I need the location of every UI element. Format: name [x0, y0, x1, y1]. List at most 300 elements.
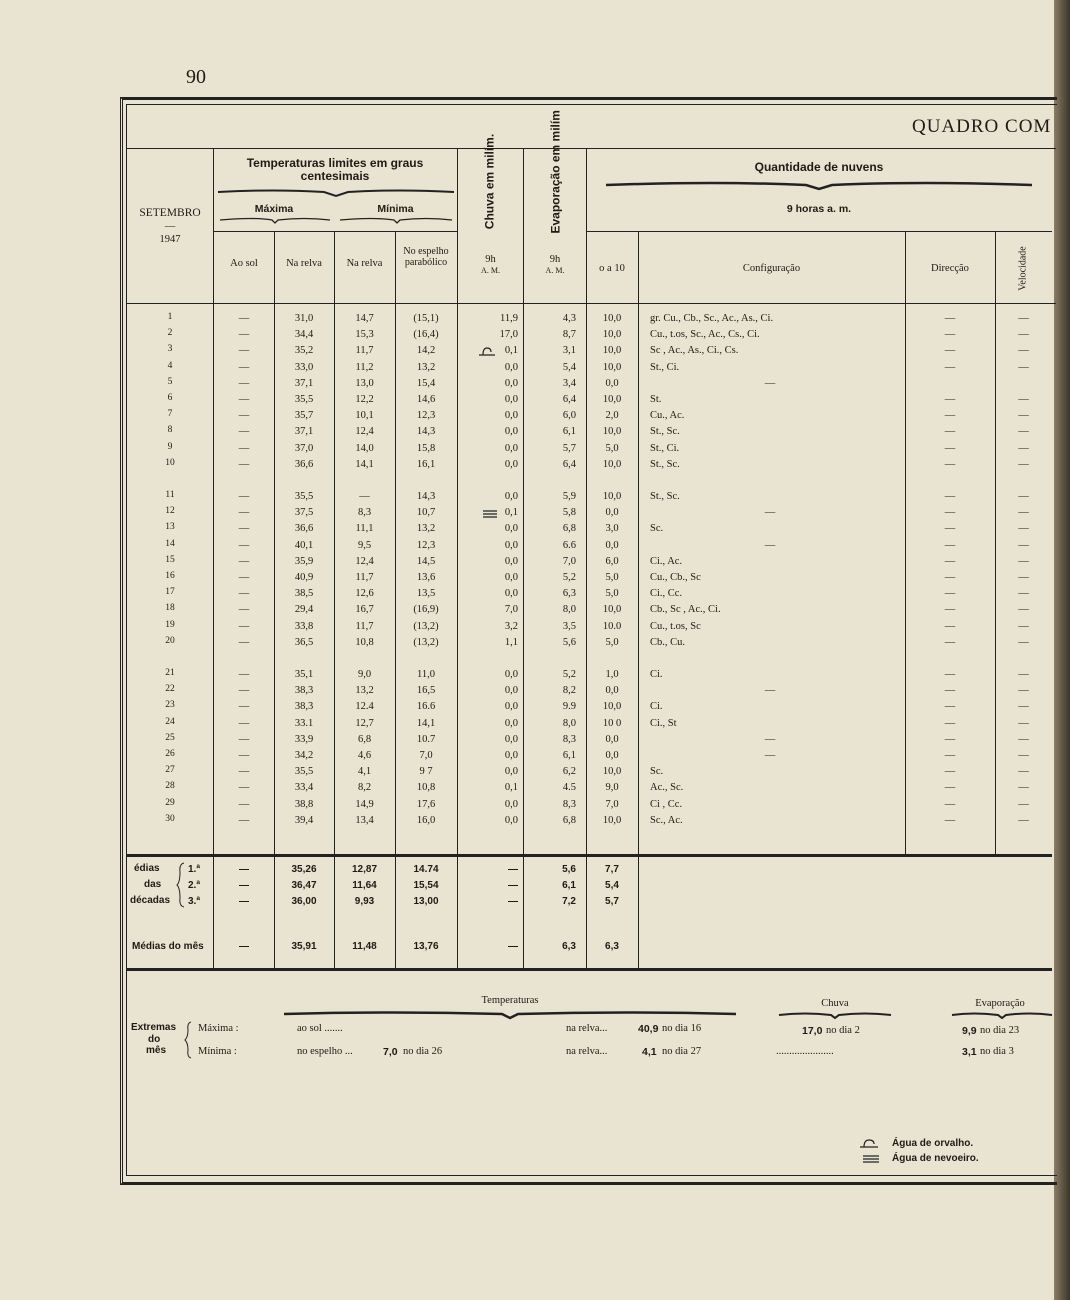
cell-configuracao: —: [764, 507, 776, 519]
cell-configuracao: Cb., Sc , Ac., Ci.: [650, 604, 721, 616]
cell-direccao: —: [944, 750, 956, 761]
cell-day: 12: [165, 506, 175, 517]
cell-relva-min: 9,0: [357, 669, 372, 680]
cell-velocidade: —: [1018, 750, 1029, 761]
cell-configuracao: St., Sc.: [650, 458, 680, 470]
extremes-chuva-header: Chuva: [821, 998, 849, 1009]
cell-chuva: 7,0: [504, 604, 518, 616]
cell-relva-max: 33.1: [294, 717, 314, 729]
cell-velocidade: —: [1018, 523, 1029, 535]
temp-group-header: Temperaturas limites em graus centesimais: [246, 156, 424, 183]
cell-configuracao: Cu., t.os, Sc., Ac., Cs., Ci.: [650, 329, 760, 341]
cell-relva-min: 16,7: [355, 604, 374, 616]
cell-espelho: 16.6: [416, 701, 436, 713]
cell-evaporacao: 8,3: [562, 798, 576, 810]
cell-direccao: —: [944, 588, 956, 600]
cell-nuvens: 10,0: [602, 766, 622, 778]
cell-relva-min: 12,4: [355, 426, 374, 438]
extremes-evap-min-day: no dia 3: [980, 1046, 1014, 1057]
cell-velocidade: —: [1018, 442, 1029, 454]
cell-espelho: 16,1: [416, 458, 436, 470]
cell-evaporacao: 5,8: [562, 507, 576, 519]
cell-direccao: —: [944, 329, 956, 341]
cell-evaporacao: 6,3: [562, 588, 576, 600]
cell-velocidade: —: [1018, 669, 1029, 680]
cell-chuva: 0,0: [504, 717, 518, 729]
cell-espelho: 14,3: [416, 491, 436, 502]
cell-espelho: 16,5: [416, 685, 436, 697]
cell-chuva: 0,0: [504, 669, 518, 680]
cell-configuracao: —: [764, 733, 776, 745]
header-top-rule: [126, 148, 1056, 149]
decade-cell-evaporacao: 5,6: [562, 864, 576, 875]
cell-configuracao: —: [764, 377, 776, 389]
cell-relva-min: 14,0: [355, 442, 374, 454]
cell-relva-min: 11,7: [355, 620, 374, 632]
cell-chuva: 11,9: [500, 313, 518, 324]
cell-velocidade: —: [1018, 313, 1029, 324]
summary-bottom-rule: [126, 968, 1052, 971]
extremes-relva-min-label: na relva...: [566, 1046, 608, 1057]
cell-relva-min: 13,2: [355, 685, 374, 697]
col-line: [638, 231, 639, 968]
cell-espelho: 7,0: [419, 750, 433, 761]
evap-am: A. M.: [545, 266, 565, 275]
configuracao-header: Configuração: [742, 263, 801, 274]
temp-group-brace: [214, 186, 458, 198]
cell-nuvens: 5,0: [605, 636, 619, 648]
cell-configuracao: Cu., Cb., Sc: [650, 572, 701, 583]
cell-relva-max: 39,4: [294, 814, 314, 826]
cell-ao-sol: —: [238, 394, 250, 405]
extremes-label-3: mês: [146, 1045, 167, 1056]
cell-configuracao: —: [764, 685, 776, 697]
decade-cell-chuva: —: [508, 896, 518, 907]
cell-day: 24: [165, 716, 175, 727]
cell-day: 8: [167, 425, 173, 436]
cell-day: 21: [165, 668, 175, 678]
cell-nuvens: 10,0: [602, 491, 622, 502]
cell-day: 22: [165, 684, 175, 695]
cell-espelho: 14,5: [416, 555, 436, 567]
cell-nuvens: 10,0: [602, 394, 622, 405]
decade-cell-relva-min: 9,93: [354, 896, 375, 907]
month-avg-cell-nuvens: 6,3: [605, 941, 619, 952]
cell-espelho: 12,3: [416, 539, 436, 551]
cell-velocidade: —: [1018, 636, 1029, 648]
cell-velocidade: —: [1018, 572, 1029, 583]
cell-velocidade: —: [1018, 410, 1029, 422]
decade-cell-evaporacao: 6,1: [562, 880, 576, 891]
cell-configuracao: St., Ci.: [650, 361, 680, 373]
cell-nuvens: 5,0: [605, 442, 619, 454]
cell-espelho: 13,6: [416, 572, 436, 583]
cell-relva-min: —: [359, 491, 370, 502]
dew-symbol-icon: [858, 1137, 880, 1149]
cell-chuva: 0,0: [504, 701, 518, 713]
cell-relva-min: 10,8: [355, 636, 374, 648]
cell-velocidade: —: [1018, 507, 1029, 519]
cell-relva-max: 36,5: [294, 636, 314, 648]
cell-ao-sol: —: [238, 361, 250, 373]
cell-day: 19: [165, 619, 175, 630]
cell-evaporacao: 8,3: [562, 733, 576, 745]
cell-direccao: —: [944, 717, 956, 729]
legend-fog: Água de nevoeiro.: [892, 1153, 979, 1164]
cell-ao-sol: —: [238, 313, 250, 324]
cell-evaporacao: 4,3: [562, 313, 576, 324]
cell-ao-sol: —: [238, 345, 250, 357]
cell-relva-max: 35,2: [294, 345, 314, 357]
cell-ao-sol: —: [238, 750, 250, 761]
direccao-header: Direcção: [931, 263, 969, 274]
chuva-9h: 9h: [485, 254, 496, 265]
decade-cell-ao-sol: —: [239, 880, 249, 891]
cell-chuva: 0,0: [504, 798, 518, 810]
cell-espelho: 14,6: [416, 394, 436, 405]
cell-relva-min: 12,2: [355, 394, 374, 405]
cell-espelho: 10,7: [416, 507, 436, 519]
cell-chuva: 0,0: [504, 750, 518, 761]
extremes-maxima-label: Máxima :: [198, 1023, 239, 1034]
cell-direccao: —: [944, 620, 956, 632]
cell-direccao: —: [944, 345, 956, 357]
cell-nuvens: 10,0: [602, 361, 622, 373]
extremes-espelho-day: no dia 26: [403, 1046, 443, 1057]
cell-nuvens: 7,0: [605, 798, 619, 810]
extremes-chuva-min: ......................: [776, 1046, 834, 1057]
cell-direccao: —: [944, 636, 956, 648]
cell-direccao: —: [944, 539, 956, 551]
cell-relva-min: 12,4: [355, 555, 374, 567]
chuva-am: A. M.: [481, 266, 500, 275]
cell-day: 14: [165, 538, 175, 549]
cell-direccao: —: [944, 410, 956, 422]
cell-velocidade: —: [1018, 345, 1029, 357]
cell-velocidade: —: [1018, 458, 1029, 470]
cell-relva-min: 11,7: [355, 345, 374, 357]
cell-espelho: 13,2: [416, 523, 436, 535]
cell-relva-min: 11,1: [355, 523, 374, 535]
cell-ao-sol: —: [238, 766, 250, 778]
cell-chuva: 0,0: [504, 766, 518, 778]
cell-ao-sol: —: [238, 685, 250, 697]
cell-relva-max: 37,5: [294, 507, 314, 519]
cell-relva-min: 14,7: [355, 313, 374, 324]
cell-relva-max: 36,6: [294, 458, 314, 470]
cell-day: 30: [165, 813, 175, 824]
temp-sub-braces: [214, 215, 458, 225]
cell-nuvens: 0,0: [605, 377, 619, 389]
cell-evaporacao: 5,9: [562, 491, 576, 502]
cell-relva-max: 37,0: [294, 442, 314, 454]
extremes-temp-header: Temperaturas: [481, 995, 539, 1006]
cell-espelho: 15,4: [416, 377, 436, 389]
cell-relva-max: 34,2: [294, 750, 314, 761]
cell-evaporacao: 5,7: [562, 442, 576, 454]
cell-ao-sol: —: [238, 377, 250, 389]
extremes-relva-max-day: no dia 16: [662, 1023, 702, 1034]
cell-relva-max: 35,5: [294, 491, 314, 502]
cell-relva-max: 35,1: [294, 669, 314, 680]
cell-velocidade: —: [1018, 620, 1029, 632]
cell-velocidade: —: [1018, 604, 1029, 616]
cell-configuracao: Ci , Cc.: [650, 798, 683, 810]
fog-symbol-icon: [862, 1154, 880, 1164]
cell-relva-min: 12,7: [355, 717, 374, 729]
cell-day: 1: [167, 312, 173, 322]
cell-ao-sol: —: [238, 572, 250, 583]
cell-evaporacao: 6,4: [562, 394, 576, 405]
cell-relva-max: 33,9: [294, 733, 314, 745]
decades-label-2: das: [144, 879, 162, 890]
espelho-header: No espelho parabólico: [403, 246, 449, 268]
cell-evaporacao: 8,2: [562, 685, 576, 697]
cell-espelho: 17,6: [416, 798, 436, 810]
cell-velocidade: —: [1018, 701, 1029, 713]
cell-chuva: 0,0: [504, 458, 518, 470]
header-bottom-rule: [126, 303, 1056, 304]
cell-relva-min: 10,1: [355, 410, 374, 422]
cell-day: 17: [165, 587, 175, 598]
cell-configuracao: St., Ci.: [650, 442, 680, 454]
cell-relva-min: 12.4: [355, 701, 374, 713]
cell-relva-min: 4,1: [357, 766, 372, 778]
cell-evaporacao: 6.6: [562, 539, 576, 551]
cell-relva-max: 35,7: [294, 410, 314, 422]
cell-espelho: 13,5: [416, 588, 436, 600]
month-avg-cell-espelho: 13,76: [413, 941, 439, 952]
extremes-brace: [184, 1021, 194, 1059]
cell-configuracao: St.: [650, 394, 662, 405]
cell-evaporacao: 8,7: [562, 329, 576, 341]
cell-nuvens: 10,0: [602, 426, 622, 438]
extremes-evap-header: Evaporação: [975, 998, 1025, 1009]
cell-nuvens: 0,0: [605, 685, 619, 697]
extremes-evap-brace: [950, 1010, 1054, 1020]
cell-day: 23: [165, 700, 175, 711]
cell-evaporacao: 7,0: [562, 555, 576, 567]
cell-configuracao: Ci.: [650, 701, 663, 713]
cell-day: 11: [165, 490, 175, 500]
nuvens-header: Quantidade de nuvens: [754, 160, 884, 174]
cell-day: 26: [165, 749, 175, 759]
cell-direccao: —: [944, 361, 956, 373]
cell-chuva: 0,0: [504, 523, 518, 535]
cell-nuvens: 0,0: [605, 507, 619, 519]
cell-velocidade: —: [1018, 491, 1029, 502]
decade-cell-nuvens: 5,4: [605, 880, 619, 891]
cell-evaporacao: 8,0: [562, 604, 576, 616]
cell-direccao: —: [944, 523, 956, 535]
cell-nuvens: 10,0: [602, 814, 622, 826]
extremes-label-2: do: [148, 1034, 161, 1045]
daily-bottom-rule: [126, 854, 1052, 857]
cell-direccao: —: [944, 313, 956, 324]
month-avg-cell-relva-min: 11,48: [352, 941, 377, 952]
extremes-evap-max-day: no dia 23: [980, 1025, 1020, 1036]
cell-direccao: —: [944, 782, 956, 794]
cell-chuva: 0,0: [504, 361, 518, 373]
cell-relva-max: 35,5: [294, 394, 314, 405]
cell-espelho: 16,0: [416, 814, 436, 826]
cell-day: 4: [167, 360, 173, 371]
cell-chuva: 0,0: [504, 491, 518, 502]
cell-configuracao: Ci.: [650, 669, 663, 680]
cell-espelho: 14,3: [416, 426, 436, 438]
cell-chuva: 0,0: [504, 377, 518, 389]
cell-chuva: 0,0: [504, 588, 518, 600]
cell-relva-max: 37,1: [294, 377, 314, 389]
cell-configuracao: St., Sc.: [650, 426, 680, 438]
cell-ao-sol: —: [238, 717, 250, 729]
page-number: 90: [186, 66, 206, 88]
cell-nuvens: 6,0: [605, 555, 619, 567]
cell-ao-sol: —: [238, 329, 250, 341]
cell-velocidade: —: [1018, 717, 1029, 729]
cell-ao-sol: —: [238, 523, 250, 535]
decade-cell-chuva: —: [508, 864, 518, 875]
cell-direccao: —: [944, 669, 956, 680]
cell-ao-sol: —: [238, 507, 250, 519]
evaporacao-header: Evaporação em milím: [548, 110, 563, 234]
decade-cell-nuvens: 5,7: [605, 896, 619, 907]
decade-cell-chuva: —: [508, 880, 518, 891]
year-label: 1947: [159, 234, 181, 245]
cell-evaporacao: 9.9: [562, 701, 576, 713]
cell-espelho: 12,3: [416, 410, 436, 422]
cell-relva-min: 4,6: [357, 750, 372, 761]
legend-dew: Água de orvalho.: [892, 1138, 974, 1149]
cell-velocidade: —: [1018, 798, 1029, 810]
cell-nuvens: 2,0: [605, 410, 619, 422]
cell-day: 5: [167, 376, 173, 387]
cell-nuvens: 9,0: [605, 782, 619, 794]
o-a-10-header: o a 10: [599, 263, 625, 274]
cell-chuva: 17,0: [499, 329, 518, 341]
cell-evaporacao: 3,1: [562, 345, 576, 357]
decade-cell-evaporacao: 7,2: [562, 896, 576, 907]
cell-relva-max: 37,1: [294, 426, 314, 438]
extremes-relva-max-label: na relva...: [566, 1023, 608, 1034]
cell-chuva: 3,2: [504, 620, 518, 632]
cell-direccao: —: [944, 426, 956, 438]
extremes-evap-max-value: 9,9: [962, 1025, 977, 1037]
decade-mark: 1.ª: [188, 864, 201, 875]
decade-cell-relva-min: 12,87: [351, 864, 378, 875]
cell-day: 29: [165, 797, 175, 808]
cell-configuracao: Ac., Sc.: [650, 782, 684, 794]
decades-label-3: décadas: [130, 895, 171, 906]
cell-relva-min: 13,0: [355, 377, 374, 389]
decade-cell-espelho: 13,00: [413, 896, 439, 907]
cell-day: 18: [165, 603, 175, 614]
cell-evaporacao: 6,2: [562, 766, 576, 778]
cloud-subheader-rule: [586, 231, 1052, 232]
cell-nuvens: 10 0: [602, 717, 622, 729]
cell-relva-min: 13,4: [355, 814, 374, 826]
cell-configuracao: Cu., Ac.: [650, 410, 685, 422]
cell-espelho: (13,2): [413, 620, 439, 632]
extremes-temp-brace: [282, 1008, 738, 1020]
month-avg-label: Médias do mês: [132, 941, 204, 952]
cell-relva-min: 11,2: [355, 361, 374, 373]
cell-velocidade: —: [1018, 539, 1029, 551]
cell-relva-max: 35,5: [294, 766, 314, 778]
cell-day: 25: [165, 732, 175, 743]
na-relva-max-header: Na relva: [286, 258, 322, 269]
cell-evaporacao: 6,8: [562, 814, 576, 826]
cell-direccao: —: [944, 685, 956, 697]
decade-cell-ao-sol: —: [239, 896, 249, 907]
cell-espelho: 10.7: [416, 733, 436, 745]
cell-espelho: 11,0: [417, 669, 435, 680]
cell-relva-min: 14,1: [355, 458, 374, 470]
extremes-espelho: no espelho ...: [297, 1046, 353, 1057]
decade-cell-espelho: 14.74: [413, 864, 439, 875]
cell-direccao: —: [944, 442, 956, 454]
cell-relva-max: 40,1: [294, 539, 314, 551]
month-avg-cell-ao-sol: —: [239, 941, 249, 952]
decade-cell-relva-max: 36,47: [291, 880, 317, 891]
cell-espelho: 10,8: [416, 782, 436, 794]
temp-subheader-rule: [214, 231, 458, 232]
cell-configuracao: St., Sc.: [650, 491, 680, 502]
cell-chuva: 0,1: [504, 782, 518, 794]
cell-relva-min: 11,7: [355, 572, 374, 583]
cell-evaporacao: 6,0: [562, 410, 576, 422]
cell-chuva: 0,1: [504, 507, 518, 519]
cell-chuva: 0,0: [504, 733, 518, 745]
cell-relva-min: 12,6: [355, 588, 374, 600]
cell-velocidade: —: [1018, 782, 1029, 794]
cell-day: 7: [167, 409, 173, 420]
dew-symbol-icon: [478, 345, 496, 357]
cell-configuracao: Ci., Cc.: [650, 588, 683, 600]
cell-ao-sol: —: [238, 458, 250, 470]
cell-chuva: 0,0: [504, 426, 518, 438]
extremes-relva-max-value: 40,9: [638, 1023, 659, 1035]
cell-espelho: 15,8: [416, 442, 436, 454]
cell-relva-max: 31,0: [294, 313, 314, 324]
cell-relva-max: 38,8: [294, 798, 314, 810]
cell-nuvens: 10,0: [602, 701, 622, 713]
cell-relva-max: 36,6: [294, 523, 314, 535]
minima-header: Mínima: [377, 203, 414, 215]
extremes-chuva-brace: [777, 1010, 893, 1020]
cell-nuvens: 1,0: [605, 669, 619, 680]
cell-nuvens: 10,0: [602, 458, 622, 470]
month-avg-cell-relva-max: 35,91: [291, 941, 317, 952]
cell-ao-sol: —: [238, 782, 250, 794]
cell-relva-min: 6,8: [357, 733, 372, 745]
cell-velocidade: —: [1018, 766, 1029, 778]
cell-configuracao: Sc., Ac.: [650, 814, 683, 826]
cell-ao-sol: —: [238, 539, 250, 551]
cell-ao-sol: —: [238, 733, 250, 745]
velocidade-header: Velocidade: [1017, 246, 1029, 291]
cell-configuracao: —: [764, 750, 776, 761]
cell-chuva: 1,1: [504, 636, 518, 648]
month-avg-cell-chuva: —: [508, 941, 518, 952]
cell-velocidade: —: [1018, 329, 1029, 341]
cell-evaporacao: 3,4: [562, 377, 576, 389]
cell-nuvens: 10,0: [602, 604, 622, 616]
decade-mark: 3.ª: [188, 896, 201, 907]
cell-direccao: —: [944, 604, 956, 616]
extremes-minima-label: Mínima :: [198, 1046, 237, 1057]
cell-configuracao: Cb., Cu.: [650, 636, 686, 648]
